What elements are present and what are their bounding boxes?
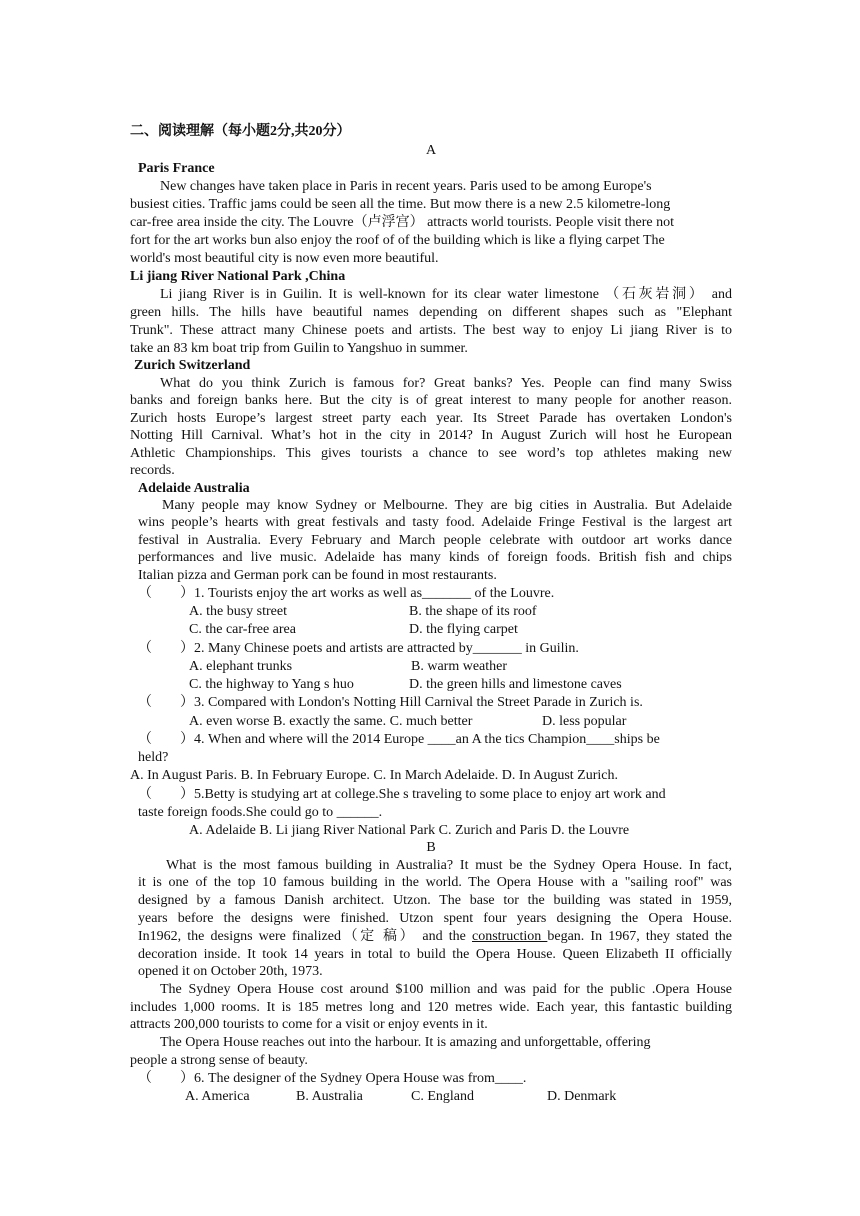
passage-b-p2-line-2: includes 1,000 rooms. It is 185 metres long and 120 metres wide. Each year, this fantastic building — [130, 1000, 732, 1015]
zurich-line-2: banks and foreign banks here. But the city is of great interest to many people for another reason. — [130, 393, 732, 408]
adelaide-heading: Adelaide Australia — [138, 481, 250, 496]
passage-b-line-1: What is the most famous building in Australia? It must be the Sydney Opera House. In fact, — [166, 858, 732, 873]
question-6-option-c[interactable]: C. England — [411, 1089, 474, 1104]
passage-b-line-5-pre: In1962, the designs were finalized（定 稿） and the — [138, 929, 473, 944]
question-5-stem-cont: taste foreign foods.She could go to ______. — [138, 805, 383, 820]
paris-heading: Paris France — [138, 161, 215, 176]
paris-line-5: world's most beautiful city is now even more beautiful. — [130, 251, 439, 266]
question-6-option-a[interactable]: A. America — [185, 1089, 250, 1104]
passage-b-line-7: opened it on October 20th, 1973. — [138, 964, 323, 979]
lijiang-line-3: Trunk". These attract many Chinese poets and artists. The best way to enjoy Li jiang River is to — [130, 323, 732, 338]
adelaide-line-5: Italian pizza and German pork can be found in most restaurants. — [138, 568, 497, 583]
adelaide-line-2: wins people’s hearts with great festivals and tasty food. Adelaide Fringe Festival is the largest art — [138, 515, 732, 530]
question-1-option-c[interactable]: C. the car-free area — [189, 622, 296, 637]
question-5-stem: （ ）5.Betty is studying art at college.She s traveling to some place to enjoy art work and — [138, 787, 666, 802]
paris-line-3: car-free area inside the city. The Louvre（卢浮宫） attracts world tourists. People visit there not — [130, 215, 674, 230]
zurich-line-4: Notting Hill Carnival. What’s hot in the city in 2014? In August Zurich will host he European — [130, 428, 732, 443]
zurich-line-1: What do you think Zurich is famous for? Great banks? Yes. People can find many Swiss — [160, 376, 732, 391]
question-3-options-abc[interactable]: A. even worse B. exactly the same. C. much better — [189, 714, 473, 729]
question-2-option-a[interactable]: A. elephant trunks — [189, 659, 293, 674]
lijiang-line-4: take an 83 km boat trip from Guilin to Yangshuo in summer. — [130, 341, 468, 356]
passage-b-label: B — [426, 840, 436, 855]
question-2-option-d[interactable]: D. the green hills and limestone caves — [409, 677, 622, 692]
question-3-option-d[interactable]: D. less popular — [542, 714, 627, 729]
question-4-stem-cont: held? — [138, 750, 169, 765]
question-3-stem: （ ）3. Compared with London's Notting Hill Carnival the Street Parade in Zurich is. — [138, 695, 643, 710]
question-6-stem: （ ）6. The designer of the Sydney Opera House was from____. — [138, 1071, 527, 1086]
lijiang-line-1: Li jiang River is in Guilin. It is well-known for its clear water limestone （石灰岩洞） and — [160, 287, 732, 302]
question-1-option-d[interactable]: D. the flying carpet — [409, 622, 518, 637]
passage-b-p2-line-1: The Sydney Opera House cost around $100 million and was paid for the public .Opera House — [160, 982, 732, 997]
adelaide-line-4: performances and live music. Adelaide has many kinds of foreign foods. British fish and chips — [138, 550, 732, 565]
passage-b-p3-line-2: people a strong sense of beauty. — [130, 1053, 308, 1068]
construction-underlined: construction — [472, 929, 548, 944]
question-4-stem: （ ）4. When and where will the 2014 Europe ____an A the tics Champion____ships be — [138, 732, 660, 747]
passage-b-line-2: it is one of the top 10 famous building in the world. The Opera House with a "sailing roof" was — [138, 875, 732, 890]
question-6-option-b[interactable]: B. Australia — [296, 1089, 363, 1104]
lijiang-heading: Li jiang River National Park ,China — [130, 269, 346, 284]
question-2-option-b[interactable]: B. warm weather — [411, 659, 508, 674]
question-5-options[interactable]: A. Adelaide B. Li jiang River National Park C. Zurich and Paris D. the Louvre — [189, 823, 630, 838]
paris-line-2: busiest cities. Traffic jams could be seen all the time. But mow there is a new 2.5 kilometre-long — [130, 197, 671, 212]
question-6-option-d[interactable]: D. Denmark — [547, 1089, 617, 1104]
question-1-stem: （ ）1. Tourists enjoy the art works as well as_______ of the Louvre. — [138, 586, 555, 601]
section-title: 二、阅读理解（每小题2分,共20分） — [130, 124, 351, 139]
passage-a-label: A — [425, 143, 437, 158]
passage-b-line-6: decoration inside. It took 14 years in total to build the Opera House. Queen Elizabeth II officially — [138, 947, 732, 962]
passage-b-line-5-post: began. In 1967, they stated the — [547, 929, 732, 944]
question-4-options[interactable]: A. In August Paris. B. In February Europe. C. In March Adelaide. D. In August Zurich. — [130, 768, 618, 783]
passage-b-line-4: years before the designs were finished. Utzon spent four years designing the Opera House. — [138, 911, 732, 926]
question-2-option-c[interactable]: C. the highway to Yang s huo — [189, 677, 354, 692]
paris-line-4: fort for the art works bun also enjoy the roof of of the building which is like a flying carpet The — [130, 233, 665, 248]
passage-b-p2-line-3: attracts 200,000 tourists to come for a visit or enjoy events in it. — [130, 1017, 488, 1032]
lijiang-line-2: green hills. The hills have beautiful names depending on different shapes such as "Elephant — [130, 305, 732, 320]
zurich-heading: Zurich Switzerland — [134, 358, 251, 373]
zurich-line-3: Zurich hosts Europe’s largest street party each year. Its Street Parade has overtaken London's — [130, 411, 732, 426]
zurich-line-6: records. — [130, 463, 175, 478]
passage-b-line-5 — [138, 928, 732, 945]
adelaide-line-1: Many people may know Sydney or Melbourne. They are big cities in Australia. But Adelaide — [162, 498, 732, 513]
paris-line-1: New changes have taken place in Paris in recent years. Paris used to be among Europe's — [160, 179, 652, 194]
passage-b-p3-line-1: The Opera House reaches out into the harbour. It is amazing and unforgettable, offering — [160, 1035, 651, 1050]
question-1-option-b[interactable]: B. the shape of its roof — [409, 604, 537, 619]
zurich-line-5: Athletic Championships. This gives tourists a chance to see word’s top athletes making new — [130, 446, 732, 461]
question-2-stem: （ ）2. Many Chinese poets and artists are attracted by_______ in Guilin. — [138, 641, 579, 656]
adelaide-line-3: festival in Australia. Every February and March people celebrate with outdoor art works dance — [138, 533, 732, 548]
passage-b-line-3: designed by a famous Danish architect. Utzon. The base tor the building was stated in 1959, — [138, 893, 732, 908]
question-1-option-a[interactable]: A. the busy street — [189, 604, 287, 619]
